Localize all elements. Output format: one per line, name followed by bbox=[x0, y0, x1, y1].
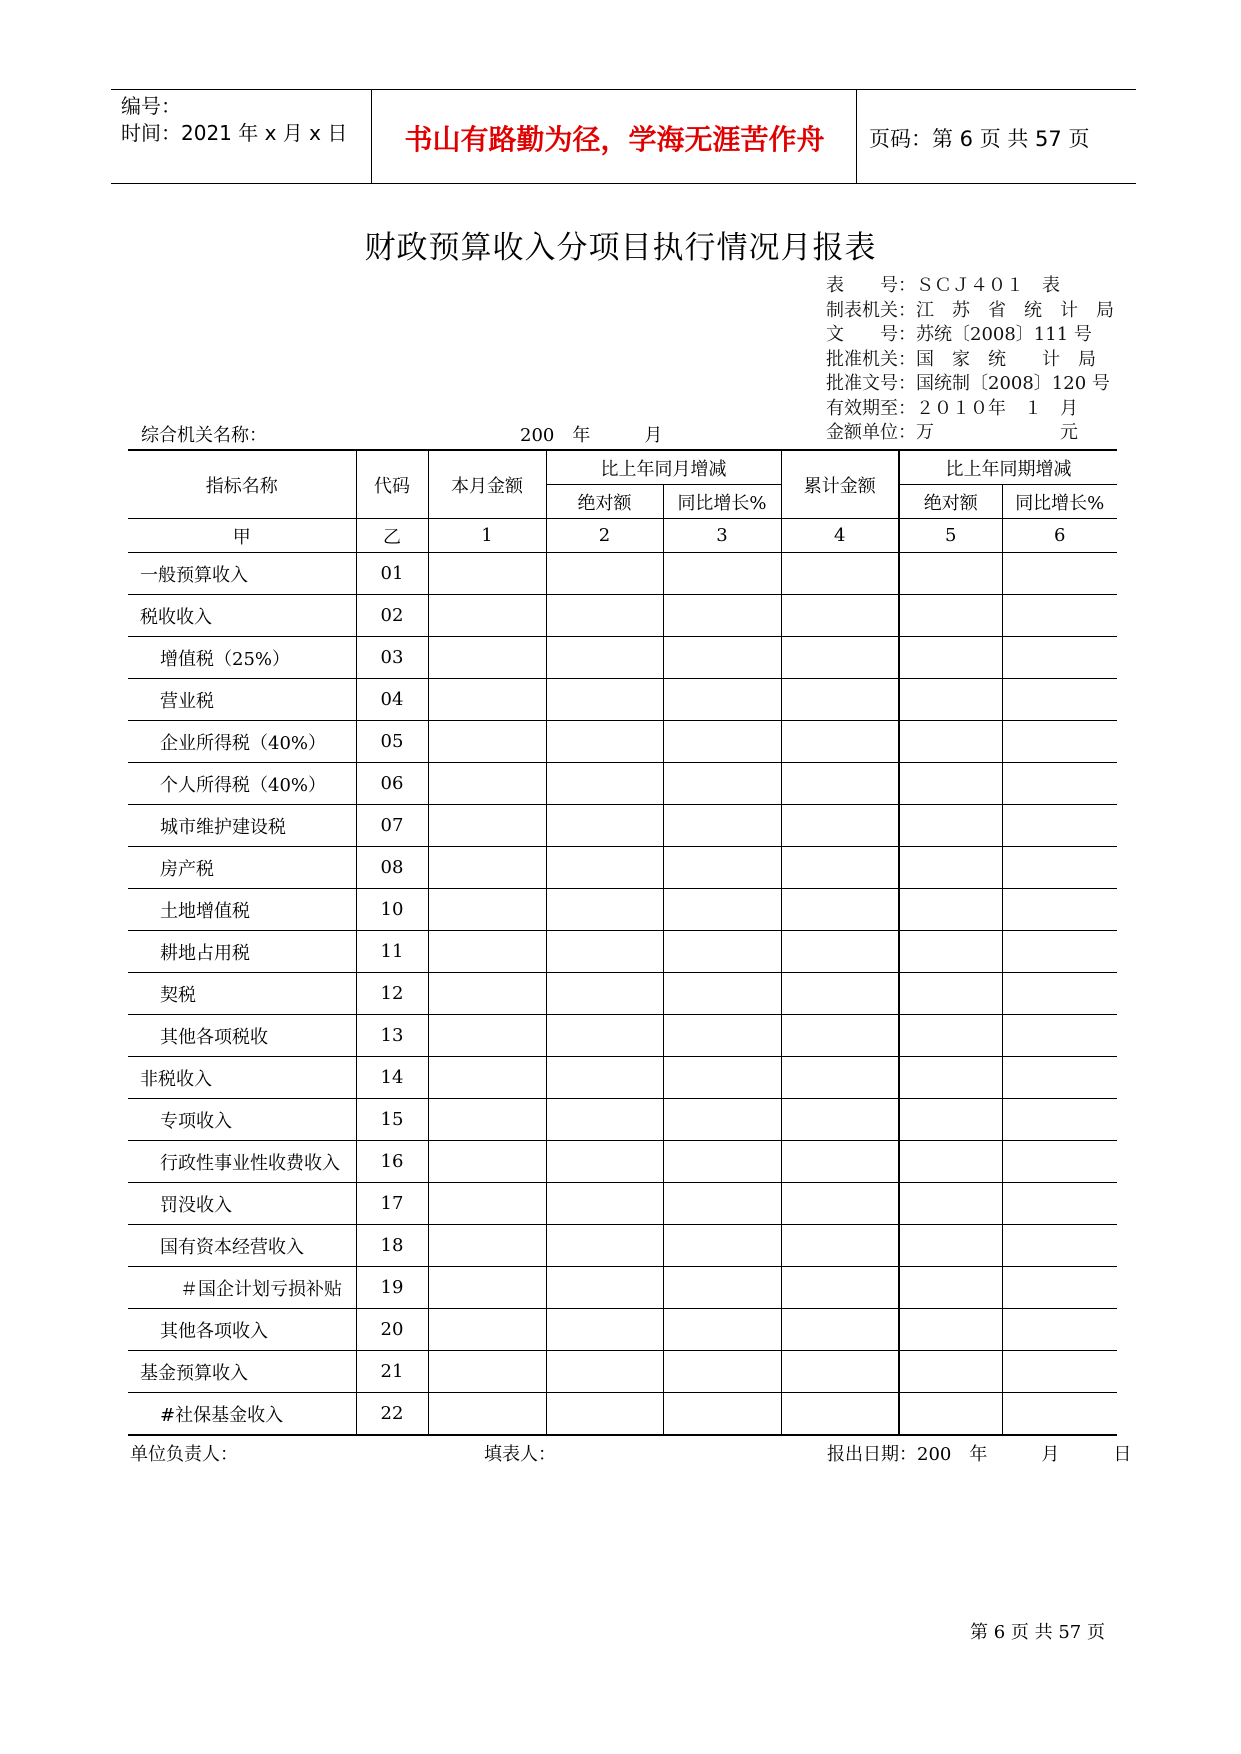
meta-row bbox=[826, 348, 1114, 373]
index-cell: 甲 bbox=[128, 519, 356, 553]
indicator-code: 14 bbox=[356, 1057, 428, 1099]
indicator-name: 其他各项税收 bbox=[128, 1015, 356, 1057]
value-cell[interactable] bbox=[546, 1099, 663, 1141]
value-cell[interactable] bbox=[546, 595, 663, 637]
motto-text: 书山有路勤为径，学海无涯苦作舟 bbox=[404, 123, 825, 156]
table-row bbox=[128, 679, 1117, 721]
value-cell[interactable] bbox=[663, 1015, 781, 1057]
indicator-name: 土地增值税 bbox=[128, 889, 356, 931]
indicator-code: 13 bbox=[356, 1015, 428, 1057]
value-cell[interactable] bbox=[428, 679, 546, 721]
filler-label: 填表人： bbox=[484, 1444, 556, 1465]
header-abs-1: 绝对额 bbox=[546, 485, 663, 519]
indicator-name: 个人所得税（40%） bbox=[128, 763, 356, 805]
indicator-code: 21 bbox=[356, 1351, 428, 1393]
indicator-name: 行政性事业性收费收入 bbox=[128, 1141, 356, 1183]
value-cell[interactable] bbox=[428, 1057, 546, 1099]
value-cell[interactable] bbox=[663, 1057, 781, 1099]
value-cell[interactable] bbox=[428, 1267, 546, 1309]
report-period: 200 年 月 bbox=[520, 425, 663, 446]
indicator-code: 04 bbox=[356, 679, 428, 721]
meta-label: 批准机关： bbox=[826, 348, 916, 370]
indicator-code: 01 bbox=[356, 553, 428, 595]
value-cell[interactable] bbox=[546, 1057, 663, 1099]
value-cell[interactable] bbox=[1002, 1015, 1117, 1057]
value-cell[interactable] bbox=[781, 805, 899, 847]
value-cell[interactable] bbox=[781, 1099, 899, 1141]
header-month-amount: 本月金额 bbox=[428, 450, 546, 519]
doc-number-label: 编号： bbox=[121, 94, 181, 118]
value-cell[interactable] bbox=[899, 1267, 1002, 1309]
value-cell[interactable] bbox=[428, 847, 546, 889]
value-cell[interactable] bbox=[663, 889, 781, 931]
value-cell[interactable] bbox=[899, 1309, 1002, 1351]
table-row bbox=[128, 1057, 1117, 1099]
indicator-code: 12 bbox=[356, 973, 428, 1015]
meta-label: 金额单位： bbox=[826, 422, 916, 443]
value-cell[interactable] bbox=[663, 847, 781, 889]
indicator-code: 11 bbox=[356, 931, 428, 973]
value-cell[interactable] bbox=[428, 973, 546, 1015]
value-cell[interactable] bbox=[1002, 805, 1117, 847]
meta-row bbox=[826, 323, 1114, 348]
indicator-code: 17 bbox=[356, 1183, 428, 1225]
value-cell[interactable] bbox=[899, 763, 1002, 805]
value-cell[interactable] bbox=[663, 1309, 781, 1351]
header-pct-1: 同比增长% bbox=[663, 485, 781, 519]
indicator-name: 增值税（25%） bbox=[128, 637, 356, 679]
meta-row bbox=[826, 372, 1114, 397]
value-cell[interactable] bbox=[546, 1183, 663, 1225]
value-cell[interactable] bbox=[663, 1141, 781, 1183]
value-cell[interactable] bbox=[1002, 1099, 1117, 1141]
value-cell[interactable] bbox=[1002, 1393, 1117, 1436]
header-group-period-change: 比上年同期增减 bbox=[899, 450, 1117, 485]
indicator-code: 08 bbox=[356, 847, 428, 889]
value-cell[interactable] bbox=[428, 1141, 546, 1183]
value-cell[interactable] bbox=[1002, 847, 1117, 889]
value-cell[interactable] bbox=[781, 889, 899, 931]
value-cell[interactable] bbox=[428, 637, 546, 679]
indicator-name: 其他各项收入 bbox=[128, 1309, 356, 1351]
value-cell[interactable] bbox=[546, 721, 663, 763]
indicator-name: 城市维护建设税 bbox=[128, 805, 356, 847]
value-cell[interactable] bbox=[546, 1393, 663, 1436]
unit-leader-label: 单位负责人： bbox=[130, 1444, 238, 1465]
table-row bbox=[128, 973, 1117, 1015]
value-cell[interactable] bbox=[899, 931, 1002, 973]
value-cell[interactable] bbox=[781, 1015, 899, 1057]
value-cell[interactable] bbox=[781, 847, 899, 889]
table-row bbox=[128, 1141, 1117, 1183]
indicator-name: 房产税 bbox=[128, 847, 356, 889]
value-cell[interactable] bbox=[1002, 1057, 1117, 1099]
value-cell[interactable] bbox=[1002, 679, 1117, 721]
value-cell[interactable] bbox=[781, 931, 899, 973]
meta-label: 批准文号： bbox=[826, 373, 916, 394]
meta-value: 江 苏 省 统 计 局 bbox=[916, 299, 1114, 321]
index-cell: 5 bbox=[899, 519, 1002, 553]
table-row bbox=[128, 763, 1117, 805]
page-number: 第 6 页 共 57 页 bbox=[970, 1622, 1105, 1643]
table-row bbox=[128, 889, 1117, 931]
value-cell[interactable] bbox=[1002, 1183, 1117, 1225]
value-cell[interactable] bbox=[1002, 973, 1117, 1015]
value-cell[interactable] bbox=[1002, 1267, 1117, 1309]
value-cell[interactable] bbox=[663, 721, 781, 763]
value-cell[interactable] bbox=[899, 1393, 1002, 1436]
value-cell[interactable] bbox=[899, 1015, 1002, 1057]
value-cell[interactable] bbox=[1002, 1225, 1117, 1267]
value-cell[interactable] bbox=[781, 1267, 899, 1309]
value-cell[interactable] bbox=[781, 1057, 899, 1099]
value-cell[interactable] bbox=[899, 1141, 1002, 1183]
indicator-code: 02 bbox=[356, 595, 428, 637]
indicator-code: 22 bbox=[356, 1393, 428, 1436]
divider bbox=[371, 90, 372, 183]
value-cell[interactable] bbox=[428, 805, 546, 847]
value-cell[interactable] bbox=[899, 889, 1002, 931]
value-cell[interactable] bbox=[663, 1393, 781, 1436]
indicator-name: 罚没收入 bbox=[128, 1183, 356, 1225]
table-row bbox=[128, 1225, 1117, 1267]
org-name-label: 综合机关名称： bbox=[141, 425, 267, 446]
header-cumulative-amount: 累计金额 bbox=[781, 450, 899, 519]
value-cell[interactable] bbox=[781, 1141, 899, 1183]
meta-row bbox=[826, 421, 1114, 446]
value-cell[interactable] bbox=[663, 553, 781, 595]
indicator-code: 05 bbox=[356, 721, 428, 763]
value-cell[interactable] bbox=[663, 1267, 781, 1309]
indicator-name: ＃国企计划亏损补贴 bbox=[128, 1267, 356, 1309]
value-cell[interactable] bbox=[546, 1309, 663, 1351]
value-cell[interactable] bbox=[428, 1015, 546, 1057]
value-cell[interactable] bbox=[546, 847, 663, 889]
value-cell[interactable] bbox=[663, 1351, 781, 1393]
value-cell[interactable] bbox=[546, 1141, 663, 1183]
index-cell: 1 bbox=[428, 519, 546, 553]
value-cell[interactable] bbox=[1002, 553, 1117, 595]
document-header bbox=[111, 89, 1136, 184]
value-cell[interactable] bbox=[899, 847, 1002, 889]
value-cell[interactable] bbox=[663, 679, 781, 721]
meta-row bbox=[826, 397, 1114, 422]
index-cell: 乙 bbox=[356, 519, 428, 553]
meta-row bbox=[826, 274, 1114, 299]
table-row bbox=[128, 1309, 1117, 1351]
meta-label: 有效期至： bbox=[826, 397, 916, 419]
header-indicator-name: 指标名称 bbox=[128, 450, 356, 519]
indicator-name: 专项收入 bbox=[128, 1099, 356, 1141]
meta-label: 表 号： bbox=[826, 275, 916, 296]
table-row bbox=[128, 1099, 1117, 1141]
value-cell[interactable] bbox=[428, 1099, 546, 1141]
value-cell[interactable] bbox=[428, 595, 546, 637]
value-cell[interactable] bbox=[663, 763, 781, 805]
meta-label: 文 号： bbox=[826, 324, 916, 345]
value-cell[interactable] bbox=[546, 1351, 663, 1393]
value-cell[interactable] bbox=[1002, 889, 1117, 931]
value-cell[interactable] bbox=[781, 973, 899, 1015]
table-row bbox=[128, 637, 1117, 679]
value-cell[interactable] bbox=[899, 973, 1002, 1015]
meta-value: 国统制〔2008〕120 号 bbox=[916, 373, 1110, 394]
table-row bbox=[128, 1267, 1117, 1309]
value-cell[interactable] bbox=[663, 1099, 781, 1141]
header-abs-2: 绝对额 bbox=[899, 485, 1002, 519]
table-row bbox=[128, 1351, 1117, 1393]
value-cell[interactable] bbox=[663, 595, 781, 637]
value-cell[interactable] bbox=[899, 721, 1002, 763]
value-cell[interactable] bbox=[899, 553, 1002, 595]
value-cell[interactable] bbox=[899, 1099, 1002, 1141]
value-cell[interactable] bbox=[663, 973, 781, 1015]
table-row bbox=[128, 1393, 1117, 1436]
value-cell[interactable] bbox=[546, 1267, 663, 1309]
value-cell[interactable] bbox=[663, 637, 781, 679]
indicator-name: 契税 bbox=[128, 973, 356, 1015]
meta-value: 国 家 统 计 局 bbox=[916, 348, 1096, 370]
value-cell[interactable] bbox=[1002, 721, 1117, 763]
value-cell[interactable] bbox=[1002, 1309, 1117, 1351]
value-cell[interactable] bbox=[781, 595, 899, 637]
index-cell: 2 bbox=[546, 519, 663, 553]
indicator-code: 19 bbox=[356, 1267, 428, 1309]
report-table bbox=[128, 449, 1117, 1436]
indicator-name: 国有资本经营收入 bbox=[128, 1225, 356, 1267]
meta-row bbox=[826, 299, 1114, 324]
value-cell[interactable] bbox=[546, 973, 663, 1015]
report-meta bbox=[826, 274, 1114, 446]
meta-value: ＳＣＪ４０１ 表 bbox=[916, 275, 1060, 296]
value-cell[interactable] bbox=[899, 1351, 1002, 1393]
value-cell[interactable] bbox=[781, 1309, 899, 1351]
value-cell[interactable] bbox=[546, 637, 663, 679]
indicator-code: 06 bbox=[356, 763, 428, 805]
table-row bbox=[128, 1183, 1117, 1225]
value-cell[interactable] bbox=[428, 721, 546, 763]
value-cell[interactable] bbox=[546, 805, 663, 847]
indicator-name: 营业税 bbox=[128, 679, 356, 721]
value-cell[interactable] bbox=[899, 1183, 1002, 1225]
value-cell[interactable] bbox=[781, 679, 899, 721]
indicator-code: 10 bbox=[356, 889, 428, 931]
value-cell[interactable] bbox=[1002, 595, 1117, 637]
value-cell[interactable] bbox=[781, 1351, 899, 1393]
indicator-name: 税收收入 bbox=[128, 595, 356, 637]
indicator-code: 16 bbox=[356, 1141, 428, 1183]
value-cell[interactable] bbox=[781, 637, 899, 679]
value-cell[interactable] bbox=[428, 1225, 546, 1267]
table-row bbox=[128, 805, 1117, 847]
index-cell: 3 bbox=[663, 519, 781, 553]
value-cell[interactable] bbox=[899, 679, 1002, 721]
value-cell[interactable] bbox=[899, 805, 1002, 847]
meta-value: 苏统〔2008〕111 号 bbox=[916, 324, 1092, 345]
indicator-name: 基金预算收入 bbox=[128, 1351, 356, 1393]
header-pct-2: 同比增长% bbox=[1002, 485, 1117, 519]
value-cell[interactable] bbox=[781, 553, 899, 595]
page-info: 页码：第 6 页 共 57 页 bbox=[869, 127, 1090, 151]
value-cell[interactable] bbox=[781, 763, 899, 805]
value-cell[interactable] bbox=[899, 595, 1002, 637]
value-cell[interactable] bbox=[546, 763, 663, 805]
value-cell[interactable] bbox=[663, 805, 781, 847]
table-row bbox=[128, 553, 1117, 595]
table-row bbox=[128, 721, 1117, 763]
value-cell[interactable] bbox=[899, 637, 1002, 679]
value-cell[interactable] bbox=[546, 679, 663, 721]
value-cell[interactable] bbox=[428, 553, 546, 595]
value-cell[interactable] bbox=[428, 1351, 546, 1393]
value-cell[interactable] bbox=[663, 931, 781, 973]
value-cell[interactable] bbox=[899, 1057, 1002, 1099]
value-cell[interactable] bbox=[428, 889, 546, 931]
indicator-code: 15 bbox=[356, 1099, 428, 1141]
meta-value: 万 元 bbox=[916, 422, 1078, 443]
table-row bbox=[128, 595, 1117, 637]
value-cell[interactable] bbox=[546, 1225, 663, 1267]
indicator-name: 非税收入 bbox=[128, 1057, 356, 1099]
header-left bbox=[121, 93, 347, 147]
report-date-label: 报出日期：200 年 月 日 bbox=[827, 1444, 1132, 1465]
value-cell[interactable] bbox=[428, 763, 546, 805]
value-cell[interactable] bbox=[781, 721, 899, 763]
value-cell[interactable] bbox=[663, 1225, 781, 1267]
indicator-code: 18 bbox=[356, 1225, 428, 1267]
value-cell[interactable] bbox=[428, 1309, 546, 1351]
value-cell[interactable] bbox=[1002, 637, 1117, 679]
meta-value: ２０１０年 １ 月 bbox=[916, 397, 1078, 419]
header-group-month-change: 比上年同月增减 bbox=[546, 450, 781, 485]
value-cell[interactable] bbox=[781, 1225, 899, 1267]
value-cell[interactable] bbox=[428, 931, 546, 973]
indicator-name: 耕地占用税 bbox=[128, 931, 356, 973]
meta-label: 制表机关： bbox=[826, 299, 916, 321]
report-title: 财政预算收入分项目执行情况月报表 bbox=[364, 230, 877, 266]
index-cell: 4 bbox=[781, 519, 899, 553]
value-cell[interactable] bbox=[1002, 763, 1117, 805]
table-row bbox=[128, 847, 1117, 889]
value-cell[interactable] bbox=[546, 553, 663, 595]
value-cell[interactable] bbox=[663, 1183, 781, 1225]
indicator-code: 20 bbox=[356, 1309, 428, 1351]
indicator-name: 企业所得税（40%） bbox=[128, 721, 356, 763]
value-cell[interactable] bbox=[1002, 931, 1117, 973]
value-cell[interactable] bbox=[546, 1015, 663, 1057]
table-row bbox=[128, 931, 1117, 973]
doc-time-label: 时间：2021 年 x 月 x 日 bbox=[121, 121, 348, 145]
value-cell[interactable] bbox=[428, 1393, 546, 1436]
value-cell[interactable] bbox=[899, 1225, 1002, 1267]
header-code: 代码 bbox=[356, 450, 428, 519]
value-cell[interactable] bbox=[546, 931, 663, 973]
divider bbox=[856, 90, 857, 183]
indicator-name: #社保基金收入 bbox=[128, 1393, 356, 1436]
value-cell[interactable] bbox=[781, 1393, 899, 1436]
table-row bbox=[128, 1015, 1117, 1057]
indicator-code: 07 bbox=[356, 805, 428, 847]
indicator-code: 03 bbox=[356, 637, 428, 679]
value-cell[interactable] bbox=[1002, 1141, 1117, 1183]
value-cell[interactable] bbox=[546, 889, 663, 931]
value-cell[interactable] bbox=[1002, 1351, 1117, 1393]
value-cell[interactable] bbox=[428, 1183, 546, 1225]
index-cell: 6 bbox=[1002, 519, 1117, 553]
indicator-name: 一般预算收入 bbox=[128, 553, 356, 595]
value-cell[interactable] bbox=[781, 1183, 899, 1225]
